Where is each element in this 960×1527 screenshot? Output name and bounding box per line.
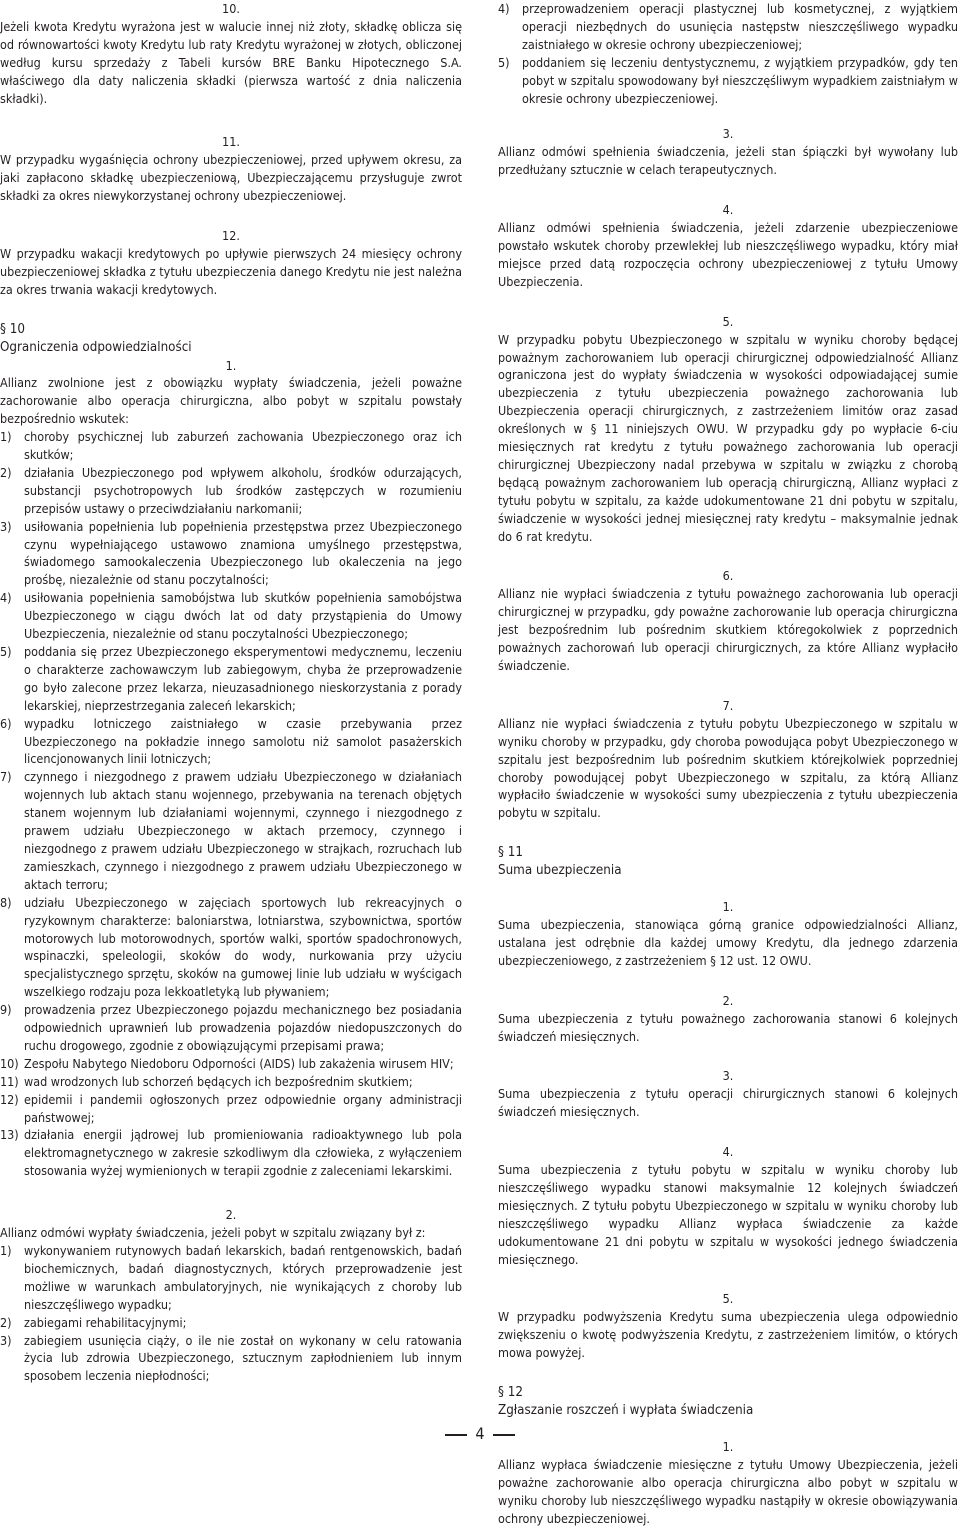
list-item-number: 9) [0,1002,12,1018]
list-item-number: 1) [0,429,12,445]
list-item [0,464,462,518]
list-item-text: usiłowania popełnienia samobójstwa lub skutków popełnienia samobójstwa Ubezpieczonego w ciągu dwóch lat od daty przystąpienia do Umowy Ubezpieczenia, niezależnie od stanu poczytalności Ubezpieczonego; [24,590,462,642]
clause-text: Suma ubezpieczenia, stanowiąca górną granice odpowiedzialności Allianz, ustalana jest odrębnie dla każdej umowy Kredytu, dla jednego zdarzenia ubezpieczeniowego, z zastrzeżeniem § 12 ust. 12 OWU. [498,916,958,968]
paragraph-10-heading [0,321,462,357]
list-item [498,0,958,54]
list-item-text: poddania się przez Ubezpieczonego eksperymentowi medycznemu, leczeniu o charakterze zachowawczym lub zabiegowym, chyba że przeprowadzenie go było zalecone przez lekarza, nieuzasadnionego nieskorzystania z porady lekarskiej, nieprzestrzegania zaleceń lekarskich; [24,644,462,713]
footer-dash-left [445,1434,467,1436]
list-item-text: zabiegiem usunięcia ciąży, o ile nie został on wykonany w celu ratowania życia lub zdrowia Ubezpieczonego, sztucznym zapłodnieniem lub innym sposobem leczenia niepłodności; [24,1332,462,1384]
list-item [0,715,462,769]
list-item-number: 6) [0,715,12,731]
list-item-number: 5) [498,54,510,70]
list-item-text: działania Ubezpieczonego pod wpływem alkoholu, środków odurzających, substancji psychotropowych lub środków zastępczych w rozumieniu przepisów ustawy o przeciwdziałaniu narkomanii; [24,464,462,516]
list-item [0,643,462,715]
list-item-number: 11) [0,1073,19,1089]
list-item [0,1055,462,1073]
list-item-text: choroby psychicznej lub zaburzeń zachowania Ubezpieczonego oraz ich skutków; [24,429,462,463]
list-item [498,54,958,108]
list-item-text: prowadzenia przez Ubezpieczonego pojazdu mechanicznego bez posiadania odpowiednich uprawnień lub prowadzenia pojazdów niedopuszczonych do ruchu drogowego, zgodnie z obowiązującymi przepisami prawa; [24,1002,462,1053]
list-item-text: udziału Ubezpieczonego w zajęciach sportowych lub rekreacyjnych o ryzykownym charakterze: baloniarstwa, lotniarstwa, szybownictwa, sportów motorowych lub motorowodnych, sportów walki, sportów spadochronowych, wspinaczki, speleologii, skoków do wody, nurkowania przy użyciu specjalistycznego sprzętu, skoków na gumowej linie lub udziału w wyścigach wszelkiego rodzaju poza lekkoatletyką lub pływaniem; [24,894,462,1000]
list-item [0,768,462,893]
clause-number: 7. [722,697,734,713]
clause-text: Suma ubezpieczenia z tytułu pobytu w szpitalu w wyniku choroby lub nieszczęśliwego wypadku stanowi maksymalnie 12 kolejnych świadczeń miesięcznych. Z tytułu pobytu Ubezpieczonego w szpitalu w wyniku choroby lub nieszczęśliwego wypadku Allianz wypłaca świadczenie za każde udokumentowane 21 dni pobytu w szpitalu w wysokości jednego świadczenia miesięcznego. [498,1162,958,1267]
section-text: W przypadku wygaśnięcia ochrony ubezpieczeniowej, przed upływem okresu, za jaki zapłacono składkę ubezpieczeniową, Ubezpieczającemu przysługuje zwrot składki za okres niewykorzystanej ochrony ubezpieczeniowej. [0,152,462,204]
page-number: 4 [475,1424,485,1443]
clause-number: 4. [722,202,734,218]
clause-number: 2. [722,992,734,1008]
paragraph-11-heading [498,844,958,880]
list-item-text: epidemii i pandemii ogłoszonych przez odpowiednie organy administracji państwowej; [24,1091,462,1125]
section-12 [0,227,462,299]
list-item-number: 7) [0,769,12,785]
list-item-number: 5) [0,644,12,659]
clause-text: W przypadku pobytu Ubezpieczonego w szpitalu w wyniku choroby będącej poważnym zachorowaniem lub operacji chirurgicznej odpowiedzialność Allianz ograniczona jest do wypłaty świadczenia w wysokości odpowiadającej sumie ubezpieczenia z tytułu ubezpieczenia poważnego zachorowania lub Ubezpieczenia operacji chirurgicznych, z zastrzeżeniem limitów oraz zasad określonych w § 11 niniejszych OWU. W przypadku gdy po wypłacie 6-ciu miesięcznych rat kredytu z tytułu poważnego zachorowania lub operacji chirurgicznej Ubezpieczony nadal przebywa w szpitalu w związku z chorobą będącą poważnym zachorowaniem lub operacją chirurgiczną, Allianz wypłaci z tytułu pobytu w szpitalu, za każde udokumentowane 21 dni pobytu w szpitalu, świadczenie w wysokości jednej miesięcznej raty kredytu – maksymalnie jednak do 6 rat kredytu. [498,331,958,544]
list-item-text: działania energii jądrowej lub promieniowania radioaktywnego lub pola elektromagnetycznego w zakresie szkodliwym dla człowieka, z wyłączeniem stosowania wyżej wymienionych w terapii zgodnie z zaleceniami lekarskimi. [24,1127,462,1179]
list-item [0,428,462,464]
section-text: W przypadku wakacji kredytowych po upływie pierwszych 24 miesięcy ochrony ubezpieczeniowej składka z tytułu ubezpieczenia danego Kredytu nie jest należna za okres trwania wakacji kredytowych. [0,245,462,297]
clause-number: 1. [225,357,237,373]
section-10 [0,0,462,107]
clause-number: 2. [225,1207,237,1223]
list-item [0,894,462,1001]
list-item [0,1314,462,1332]
paragraph-title: Zgłaszanie roszczeń i wypłata świadczenia [498,1403,754,1418]
section-number: 11. [222,134,240,150]
list-item [0,1001,462,1055]
clause-number: 3. [722,126,734,142]
clause-text: Allianz odmówi spełnienia świadczenia, jeżeli zdarzenie ubezpieczeniowe powstało wskutek choroby przewlekłej lub nieszczęśliwego wypadku, który miał miejsce przed datą rozpoczęcia ochrony ubezpieczeniowej z tytułu Umowy Ubezpieczenia. [498,220,958,289]
exclusion-list [0,428,462,1180]
list-item [0,1126,462,1180]
list-item [0,1073,462,1091]
clause-number: 3. [722,1068,734,1084]
list-item-number: 3) [0,518,12,534]
clause-number: 5. [722,1291,734,1307]
clause-number: 5. [722,313,734,329]
page-footer [0,1424,960,1444]
clause-text: Allianz nie wypłaci świadczenia z tytułu pobytu Ubezpieczonego w szpitalu w wyniku choroby w przypadku, gdy choroba powodująca pobyt Ubezpieczonego w szpitalu jest bezpośrednim lub pośrednim skutkiem którejkolwiek poprzedniej choroby powodującej pobyt Ubezpieczonego w szpitalu, za którą Allianz wypłaciło świadczenie w wysokości sumy ubezpieczenia z tytułu ubezpieczenia pobytu w szpitalu. [498,715,958,821]
paragraph-symbol: § 10 [0,321,25,337]
list-item-text: wypadku lotniczego zaistniałego w czasie przebywania przez Ubezpieczonego na pokładzie innego samolotu niż samolot pasażerskich licencjonowanych linii lotniczych; [24,715,462,767]
hospital-exclusion-list-continued [498,0,958,107]
clause-intro: Allianz zwolnione jest z obowiązku wypłaty świadczenia, jeżeli poważne zachorowanie albo operacja chirurgiczna, albo pobyt w szpitalu powstały bezpośrednio wskutek: [0,375,462,427]
list-item-number: 8) [0,894,12,910]
paragraph-title: Ograniczenia odpowiedzialności [0,339,192,355]
section-number: 10. [222,1,240,16]
list-item-number: 4) [498,1,510,16]
paragraph-symbol: § 11 [498,845,523,861]
list-item-number: 2) [0,464,12,480]
list-item-number: 2) [0,1314,12,1330]
list-item-number: 1) [0,1243,12,1258]
section-number: 12. [222,228,240,244]
clause-text: W przypadku podwyższenia Kredytu suma ubezpieczenia ulega odpowiednio zwiększeniu o kwotę podwyższenia Kredytu, z zastrzeżeniem limitów, o których mowa powyżej. [498,1309,958,1361]
section-11 [0,133,462,205]
list-item [0,1091,462,1127]
clause-intro: Allianz odmówi wypłaty świadczenia, jeżeli pobyt w szpitalu związany był z: [0,1225,426,1241]
clause-text: Allianz nie wypłaci świadczenia z tytułu poważnego zachorowania lub operacji chirurgicznej w przypadku, gdy poważne zachorowanie lub operacja chirurgiczna jest bezpośrednim lub pośrednim skutkiem któregokolwiek z poprzednich poważnych zachorowań lub operacji chirurgicznych, za które Allianz wypłaciło świadczenie. [498,586,958,673]
paragraph-title: Suma ubezpieczenia [498,863,622,879]
clause-text: Suma ubezpieczenia z tytułu operacji chirurgicznych stanowi 6 kolejnych świadczeń miesięcznych. [498,1086,958,1120]
list-item-text: zabiegami rehabilitacyjnymi; [24,1314,187,1330]
list-item [0,518,462,590]
list-item-text: wad wrodzonych lub schorzeń będących ich bezpośrednim skutkiem; [24,1073,413,1089]
list-item-text: usiłowania popełnienia lub popełnienia przestępstwa przez Ubezpieczonego czynu wypełniającego ustawowo znamiona umyślnego przestępstwa, świadomego samookaleczenia Ubezpieczonego lub okaleczenia na jego prośbę, niezależnie od stanu poczytalności; [24,518,462,588]
right-column [498,0,958,1527]
list-item-text: wykonywaniem rutynowych badań lekarskich, badań rentgenowskich, badań biochemicznych, badań diagnostycznych, których przeprowadzenie jest możliwe w warunkach ambulatoryjnych, nie wynikających z choroby lub nieszczęśliwego wypadku; [24,1243,462,1312]
hospital-exclusion-list [0,1242,462,1385]
list-item [0,1242,462,1314]
clause-text: Allianz wypłaca świadczenie miesięczne z tytułu Umowy Ubezpieczenia, jeżeli poważne zachorowanie albo operacja chirurgiczna albo pobyt w szpitalu w wyniku choroby lub nieszczęśliwego wypadku nastąpiły w okresie obowiązywania ochrony ubezpieczeniowej. [498,1456,958,1526]
clause-number: 1. [722,1438,734,1454]
list-item-text: poddaniem się leczeniu dentystycznemu, z wyjątkiem przypadków, gdy ten pobyt w szpitalu spowodowany był nieszczęśliwym wypadkiem zaistniałym w okresie ochrony ubezpieczeniowej. [522,54,958,106]
clause-text: Allianz odmówi spełnienia świadczenia, jeżeli stan śpiączki był wywołany lub przedłużany sztucznie w celach terapeutycznych. [498,144,958,178]
list-item [0,589,462,643]
list-item-number: 10) [0,1055,19,1071]
list-item-text: czynnego i niezgodnego z prawem udziału Ubezpieczonego w działaniach wojennych lub aktach stanu wojennego, przebywania na terenach objętych stanem wojennym lub działaniami wojennymi, czynnego i niezgodnego z prawem udziału Ubezpieczonego w aktach przemocy, czynnego i niezgodnego z prawem udziału Ubezpieczonego w strajkach, rozruchach lub zamieszkach, czynnego i niezgodnego z prawem udziału Ubezpieczonego w aktach terroru; [24,769,462,892]
clause-number: 1. [722,899,734,915]
list-item [0,1332,462,1386]
list-item-number: 4) [0,590,12,606]
list-item-number: 13) [0,1127,19,1143]
footer-dash-right [493,1434,515,1436]
paragraph-12-heading [498,1384,958,1420]
left-column [0,0,462,1385]
list-item-number: 12) [0,1091,19,1107]
paragraph-symbol: § 12 [498,1385,523,1401]
list-item-number: 3) [0,1332,12,1348]
clause-number: 4. [722,1144,734,1160]
clause-number: 6. [722,568,734,584]
list-item-text: Zespołu Nabytego Niedoboru Odporności (AIDS) lub zakażenia wirusem HIV; [24,1055,454,1071]
clause-text: Suma ubezpieczenia z tytułu poważnego zachorowania stanowi 6 kolejnych świadczeń miesięcznych. [498,1010,958,1044]
list-item-text: przeprowadzeniem operacji plastycznej lub kosmetycznej, z wyjątkiem operacji niezbędnych do usunięcia następstw nieszczęśliwego wypadku zaistniałego w okresie ochrony ubezpieczeniowej; [522,1,958,52]
section-text: Jeżeli kwota Kredytu wyrażona jest w walucie innej niż złoty, składkę oblicza się od równowartości kwoty Kredytu lub raty Kredytu wyrażonej w złotych, obliczonej według kursu sprzedaży z Tabeli kursów BRE Banku Hipotecznego S.A. właściwego dla daty naliczenia składki (pierwsza wartość z dnia naliczenia składki). [0,18,462,106]
